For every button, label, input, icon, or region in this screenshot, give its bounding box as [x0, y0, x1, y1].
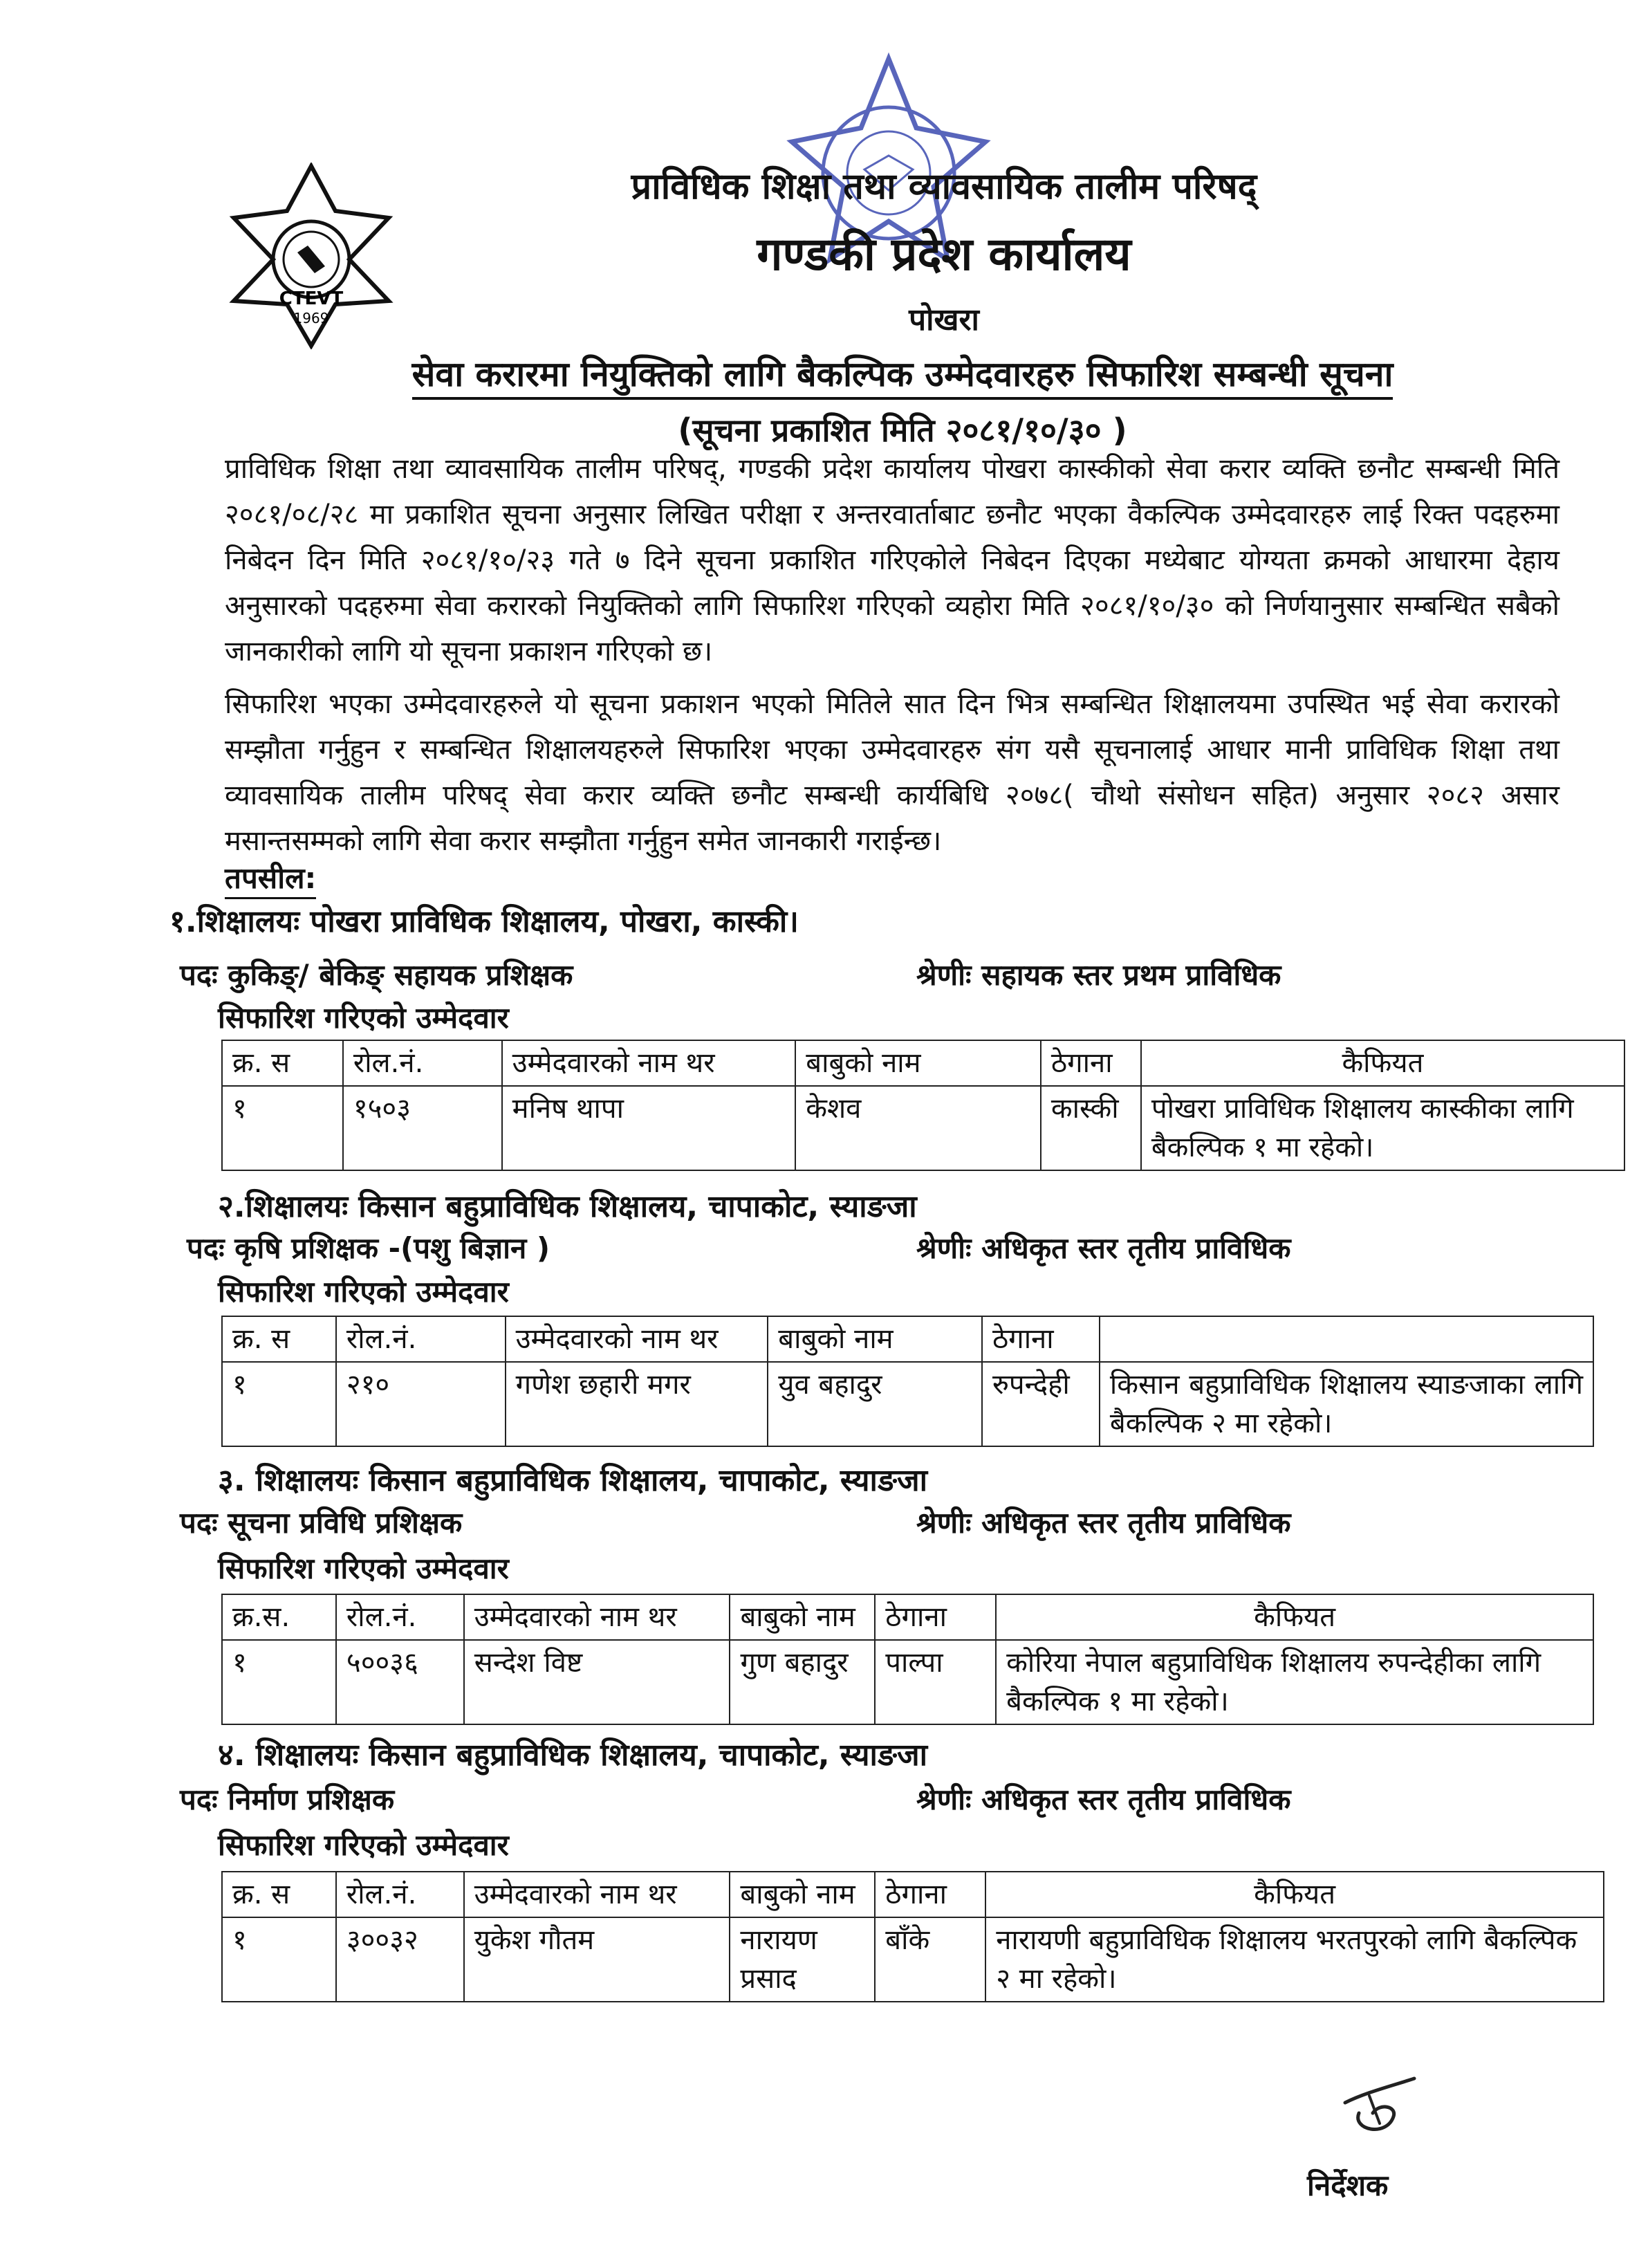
header-cell	[1100, 1316, 1593, 1362]
cell: बाँके	[875, 1917, 985, 2002]
header-cell: कैफियत	[1141, 1040, 1624, 1086]
section-4-level: श्रेणीः अधिकृत स्तर तृतीय प्राविधिक	[916, 1782, 1291, 1816]
section-1-title: १.शिक्षालयः पोखरा प्राविधिक शिक्षालय, पोखरा, कास्की।	[169, 904, 799, 939]
cell: केशव	[795, 1086, 1041, 1170]
cell: नारायण प्रसाद	[730, 1917, 875, 2002]
header-cell: रोल.नं.	[336, 1316, 506, 1362]
section-2-level: श्रेणीः अधिकृत स्तर तृतीय प्राविधिक	[916, 1231, 1291, 1265]
header-cell: उम्मेदवारको नाम थर	[464, 1872, 730, 1917]
notice-paragraph-1: प्राविधिक शिक्षा तथा व्यावसायिक तालीम परिषद्, गण्डकी प्रदेश कार्यालय पोखरा कास्कीको सेवा करार व्यक्ति छनौट सम्बन्धी मिति २०८१/०८/२८ मा प्रकाशित सूचना अनुसार लिखित परीक्षा र अन्तरवार्ताबाट छनौट भएका वैकल्पिक उम्मेदवारहरु लाई रिक्त पदहरुमा निबेदन दिन मिति २०८१/१०/२३ गते ७ दिने सूचना प्रकाशित गरिएकोले निबेदन दिएका मध्येबाट योग्यता क्रमको आधारमा देहाय अनुसारको पदहरुमा सेवा करारको नियुक्तिको लागि सिफारिश गरिएको व्यहोरा मिति २०८१/१०/३० को निर्णयानुसार सम्बन्धित सबैको जानकारीको लागि यो सूचना प्रकाशन गरिएको छ।	[225, 453, 1559, 667]
cell: १	[222, 1917, 336, 2002]
cell: पाल्पा	[875, 1640, 996, 1724]
section-3-table	[221, 1594, 1594, 1725]
header-cell: क्र. स	[222, 1872, 336, 1917]
notice-paragraph-2: सिफारिश भएका उम्मेदवारहरुले यो सूचना प्रकाशन भएको मितिले सात दिन भित्र सम्बन्धित शिक्षालयमा उपस्थित भई सेवा करारको सम्झौता गर्नुहुन र सम्बन्धित शिक्षालयहरुले सिफारिश भएका उम्मेदवारहरु संग यसै सूचनालाई आधार मानी प्राविधिक शिक्षा तथा व्यावसायिक तालीम परिषद् सेवा करार व्यक्ति छनौट सम्बन्धी कार्यबिधि २०७८( चौथो संसोधन सहित) अनुसार २०८२ असार मसान्तसम्मको लागि सेवा करार सम्झौता गर्नुहुन समेत जानकारी गराईन्छ।	[225, 688, 1559, 857]
header-cell: ठेगाना	[982, 1316, 1100, 1362]
section-1-level: श्रेणीः सहायक स्तर प्रथम प्राविधिक	[916, 958, 1281, 992]
cell: युव बहादुर	[768, 1362, 982, 1446]
header-cell: रोल.नं.	[336, 1594, 464, 1640]
office-city: पोखरा	[909, 302, 979, 338]
header-cell: क्र. स	[222, 1316, 336, 1362]
header-cell: बाबुको नाम	[795, 1040, 1041, 1086]
published-date: (सूचना प्रकाशित मिति २०८१/१०/३० )	[678, 412, 1127, 449]
section-4-recommended: सिफारिश गरिएको उम्मेदवार	[218, 1828, 509, 1862]
section-3-title: ३. शिक्षालयः किसान बहुप्राविधिक शिक्षालय, चापाकोट, स्याङजा	[218, 1463, 928, 1498]
section-3-post: पदः सूचना प्रविधि प्रशिक्षक	[180, 1506, 463, 1540]
cell: नारायणी बहुप्राविधिक शिक्षालय भरतपुरको लागि बैकल्पिक २ मा रहेको।	[985, 1917, 1604, 2002]
header-cell: रोल.नं.	[343, 1040, 502, 1086]
section-2-recommended: सिफारिश गरिएको उम्मेदवार	[218, 1275, 509, 1309]
cell: किसान बहुप्राविधिक शिक्षालय स्याङजाका लागि बैकल्पिक २ मा रहेको।	[1100, 1362, 1593, 1446]
section-1-post: पदः कुकिङ्/ बेकिङ् सहायक प्रशिक्षक	[180, 958, 573, 992]
cell: ३००३२	[336, 1917, 464, 2002]
cell: ५००३६	[336, 1640, 464, 1724]
header-cell: उम्मेदवारको नाम थर	[464, 1594, 730, 1640]
cell: युकेश गौतम	[464, 1917, 730, 2002]
header-cell: बाबुको नाम	[768, 1316, 982, 1362]
cell: गुण बहादुर	[730, 1640, 875, 1724]
section-3-level: श्रेणीः अधिकृत स्तर तृतीय प्राविधिक	[916, 1506, 1291, 1540]
signature-mark	[1331, 2065, 1428, 2141]
header-cell: क्र.स.	[222, 1594, 336, 1640]
header-cell: कैफियत	[996, 1594, 1593, 1640]
logo-text-year: 1969	[293, 310, 329, 326]
section-1-table	[221, 1040, 1625, 1171]
cell: गणेश छहारी मगर	[506, 1362, 768, 1446]
logo-text-ctevt: CTEVT	[279, 288, 344, 309]
cell: १	[222, 1086, 343, 1170]
cell: कोरिया नेपाल बहुप्राविधिक शिक्षालय रुपन्देहीका लागि बैकल्पिक १ मा रहेको।	[996, 1640, 1593, 1724]
header-cell: बाबुको नाम	[730, 1872, 875, 1917]
table-row	[222, 1917, 1604, 2002]
section-2-table	[221, 1316, 1594, 1447]
header-cell: रोल.नं.	[336, 1872, 464, 1917]
table-row	[222, 1086, 1624, 1170]
cell: मनिष थापा	[502, 1086, 796, 1170]
table-row	[222, 1640, 1593, 1724]
header-cell: कैफियत	[985, 1872, 1604, 1917]
council-name: प्राविधिक शिक्षा तथा व्यावसायिक तालीम परिषद्	[631, 166, 1257, 208]
header-cell: उम्मेदवारको नाम थर	[502, 1040, 796, 1086]
header-cell: ठेगाना	[875, 1594, 996, 1640]
section-4-title: ४. शिक्षालयः किसान बहुप्राविधिक शिक्षालय, चापाकोट, स्याङजा	[218, 1737, 928, 1773]
section-2-title: २.शिक्षालयः किसान बहुप्राविधिक शिक्षालय, चापाकोट, स्याङजा	[218, 1189, 917, 1224]
cell: कास्की	[1041, 1086, 1141, 1170]
section-2-post: पदः कृषि प्रशिक्षक -(पशु बिज्ञान )	[187, 1231, 550, 1265]
cell: २१०	[336, 1362, 506, 1446]
table-row	[222, 1362, 1593, 1446]
cell: १	[222, 1640, 336, 1724]
director-title: निर्देशक	[1307, 2168, 1389, 2202]
header-cell: ठेगाना	[875, 1872, 985, 1917]
cell: रुपन्देही	[982, 1362, 1100, 1446]
cell: १	[222, 1362, 336, 1446]
header-cell: उम्मेदवारको नाम थर	[506, 1316, 768, 1362]
header-cell: बाबुको नाम	[730, 1594, 875, 1640]
cell: सन्देश विष्ट	[464, 1640, 730, 1724]
details-label: तपसील:	[225, 858, 316, 899]
section-1-recommended: सिफारिश गरिएको उम्मेदवार	[218, 1001, 509, 1035]
section-4-table	[221, 1871, 1604, 2002]
header-cell: ठेगाना	[1041, 1040, 1141, 1086]
office-name: गण्डकी प्रदेश कार्यालय	[757, 228, 1131, 281]
notice-title: सेवा करारमा नियुक्तिको लागि बैकल्पिक उम्मेदवारहरु सिफारिश सम्बन्धी सूचना	[0, 349, 1639, 396]
cell: १५०३	[343, 1086, 502, 1170]
cell: पोखरा प्राविधिक शिक्षालय कास्कीका लागि बैकल्पिक १ मा रहेको।	[1141, 1086, 1624, 1170]
section-4-post: पदः निर्माण प्रशिक्षक	[180, 1782, 395, 1816]
header-cell: क्र. स	[222, 1040, 343, 1086]
section-3-recommended: सिफारिश गरिएको उम्मेदवार	[218, 1551, 509, 1585]
